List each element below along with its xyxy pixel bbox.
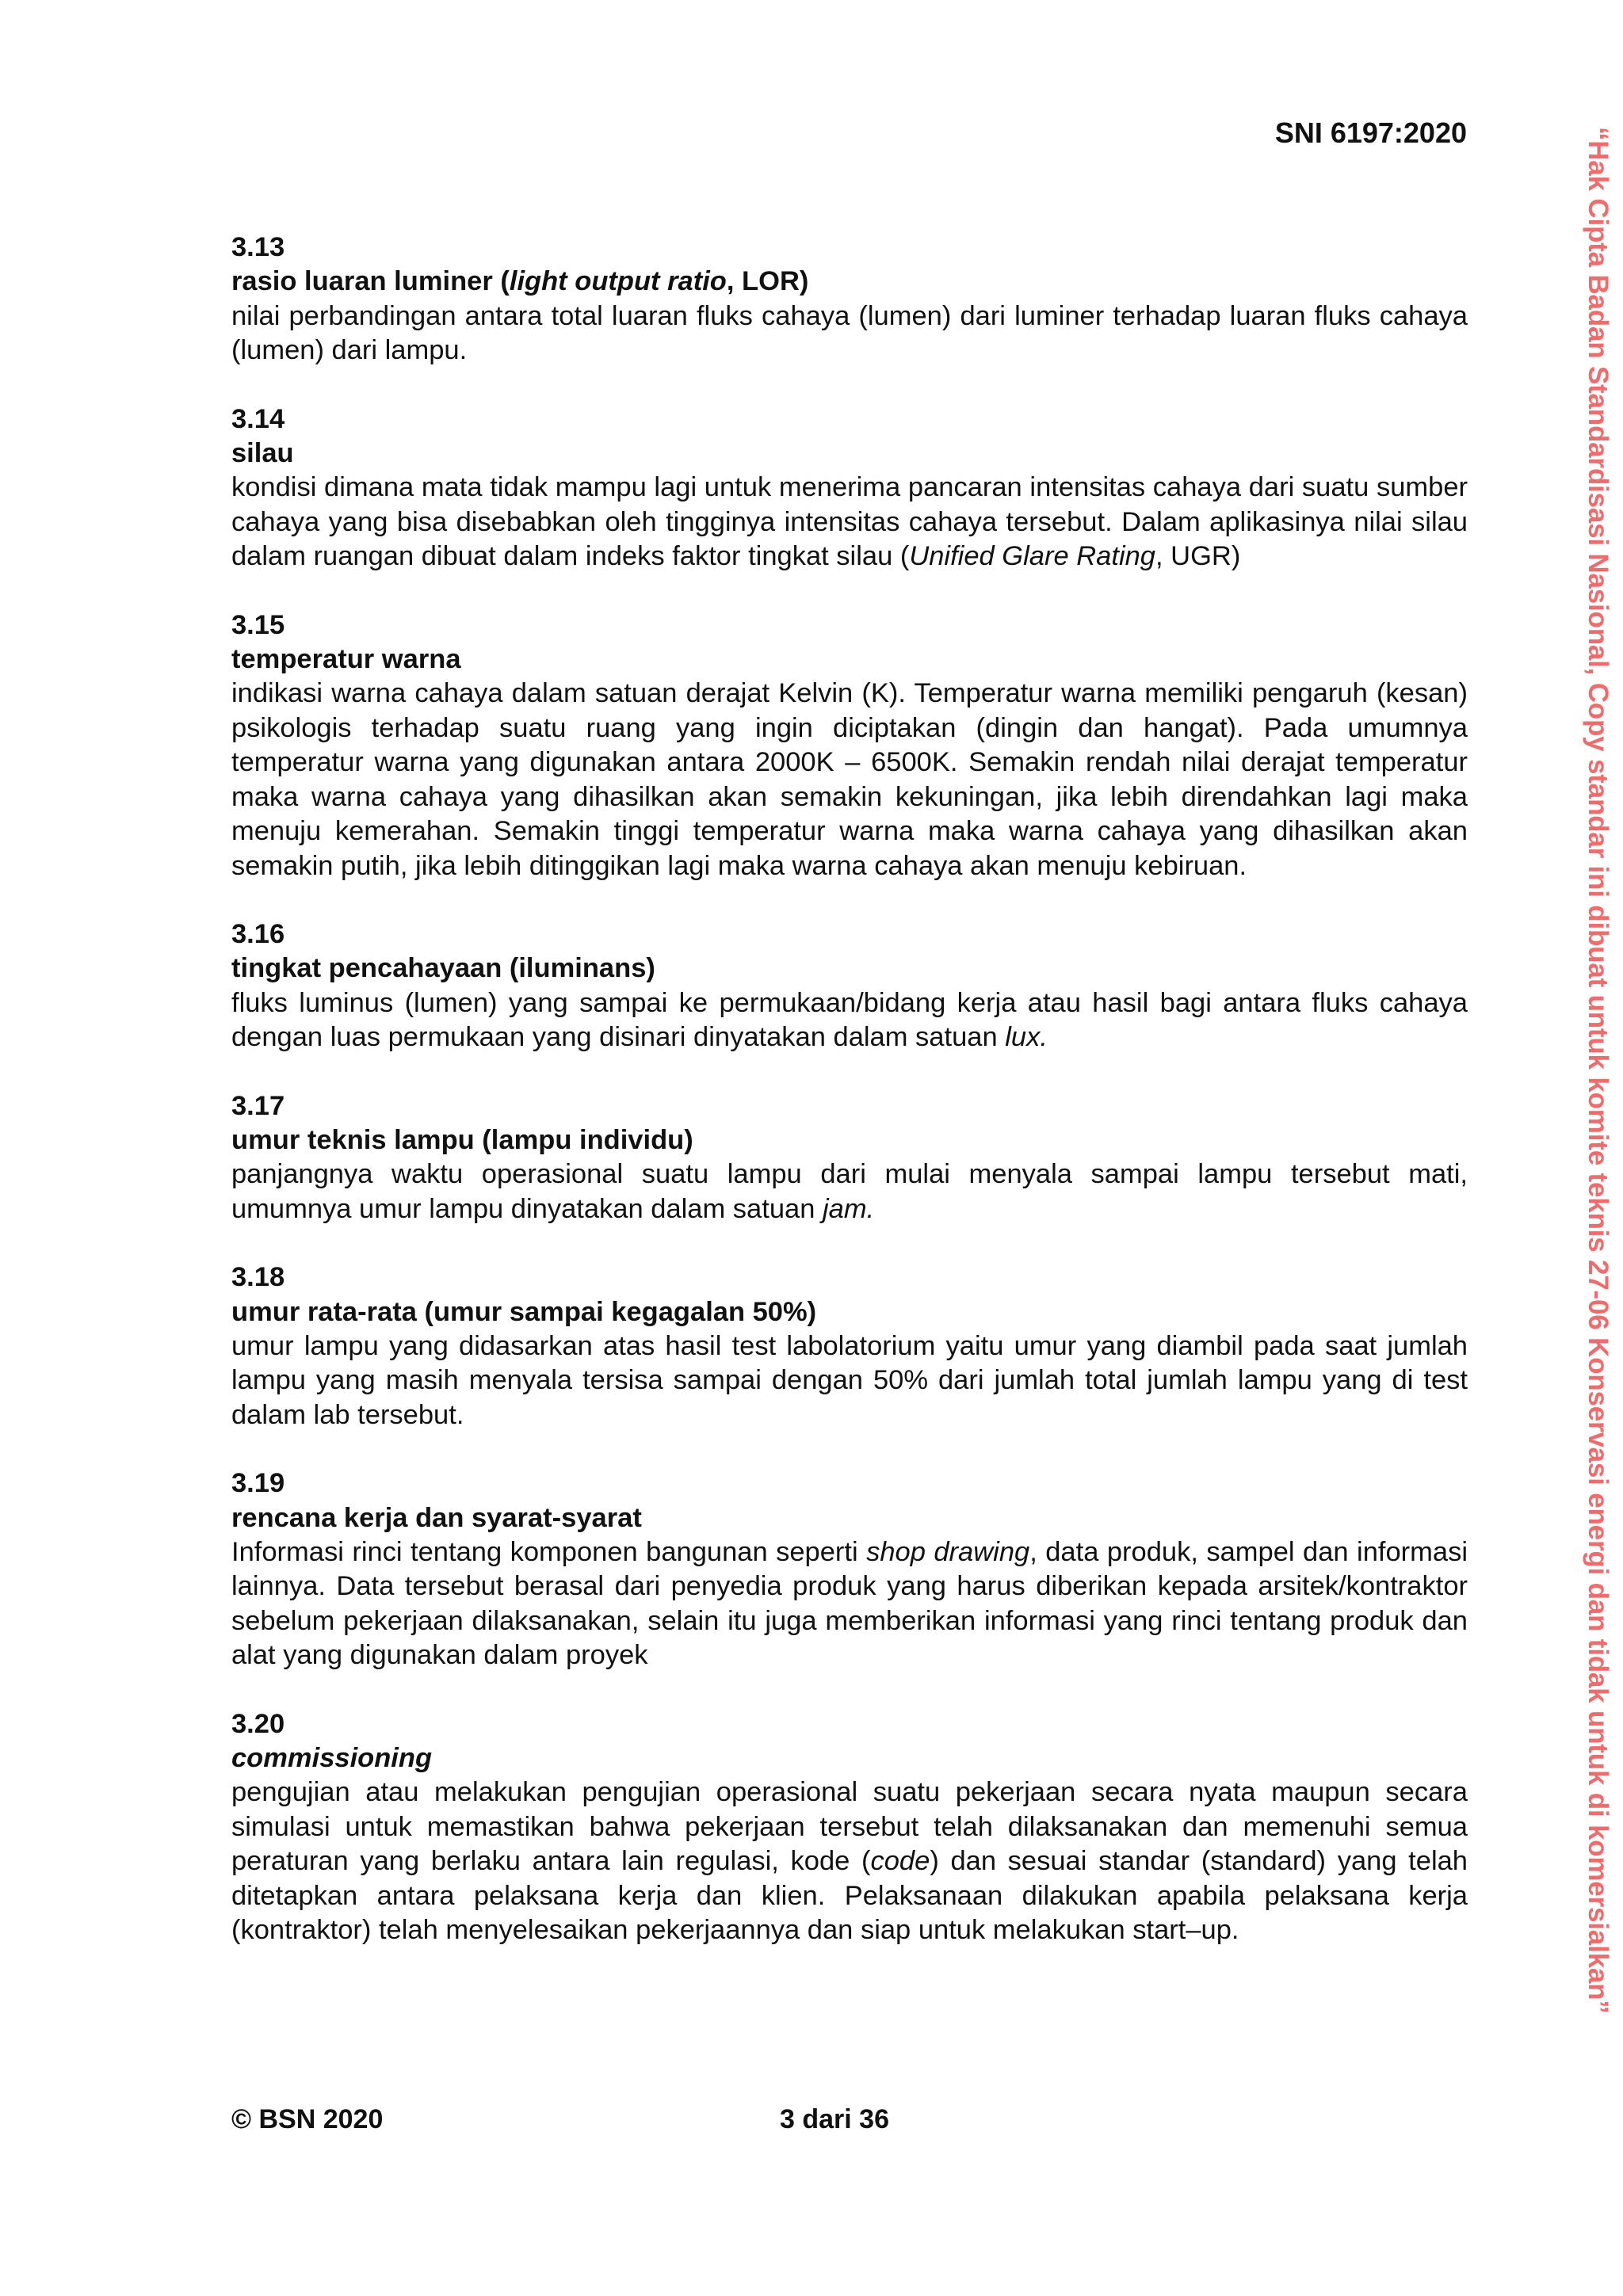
entry-term: rencana kerja dan syarat-syarat <box>231 1502 642 1533</box>
entry-3-18 <box>231 1261 1468 1432</box>
term-italic: commissioning <box>231 1743 433 1774</box>
definition-text: Informasi rinci tentang komponen bangunan seperti <box>231 1537 867 1567</box>
entry-definition <box>231 1158 1468 1226</box>
definition-text: fluks luminus (lumen) yang sampai ke permukaan/bidang kerja atau hasil bagi antara fluks cahaya dengan luas permukaan yang disinari dinyatakan dalam satuan <box>231 987 1468 1053</box>
entry-term: umur teknis lampu (lampu individu) <box>231 1124 693 1155</box>
entry-number: 3.18 <box>231 1262 285 1293</box>
entry-term: umur rata-rata (umur sampai kegagalan 50%) <box>231 1296 817 1327</box>
term-text: , LOR) <box>726 266 809 297</box>
definition-italic: lux. <box>1005 1022 1048 1053</box>
document-body <box>231 231 1468 1981</box>
entry-number: 3.17 <box>231 1090 285 1121</box>
entry-number: 3.16 <box>231 918 285 949</box>
definition-text: kondisi dimana mata tidak mampu lagi untuk menerima pancaran intensitas cahaya dari suatu sumber cahaya yang bisa disebabkan oleh tingginya intensitas cahaya tersebut. Dalam aplikasinya nilai silau dalam ruangan dibuat dalam indeks faktor tingkat silau ( <box>231 472 1468 572</box>
entry-3-15 <box>231 608 1468 883</box>
entry-3-19 <box>231 1466 1468 1672</box>
entry-number: 3.15 <box>231 609 285 640</box>
entry-number: 3.19 <box>231 1468 285 1499</box>
footer-page-number: 3 dari 36 <box>780 2104 889 2134</box>
entry-definition: umur lampu yang didasarkan atas hasil test labolatorium yaitu umur yang diambil pada saat jumlah lampu yang masih menyala tersisa sampai dengan 50% dari jumlah total jumlah lampu yang di test dalam lab tersebut. <box>231 1330 1468 1430</box>
definition-italic: Unified Glare Rating <box>909 541 1155 572</box>
term-italic: light output ratio <box>509 266 727 297</box>
term-text: rasio luaran luminer ( <box>231 266 510 297</box>
definition-text: , data produk, sampel dan informasi lainnya. Data tersebut berasal dari penyedia produk yang harus diberikan kepada arsitek/kontraktor sebelum pekerjaan dilaksanakan, selain itu juga memberikan informasi yang rinci tentang produk dan alat yang digunakan dalam proyek <box>231 1537 1468 1671</box>
entry-term <box>231 1741 1468 1775</box>
entry-term: temperatur warna <box>231 644 461 675</box>
entry-definition: nilai perbandingan antara total luaran fluks cahaya (lumen) dari luminer terhadap luaran fluks cahaya (lumen) dari lampu. <box>231 300 1468 366</box>
entry-number: 3.13 <box>231 232 285 262</box>
entry-definition <box>231 1775 1468 1947</box>
entry-3-16 <box>231 917 1468 1055</box>
entry-definition <box>231 986 1468 1055</box>
entry-term: tingkat pencahayaan (iluminans) <box>231 953 655 984</box>
entry-3-20 <box>231 1707 1468 1948</box>
definition-text: panjangnya waktu operasional suatu lampu dari mulai menyala sampai lampu tersebut mati, umumnya umur lampu dinyatakan dalam satuan <box>231 1159 1468 1224</box>
entry-3-14 <box>231 402 1468 574</box>
entry-3-13 <box>231 231 1468 368</box>
standard-code: SNI 6197:2020 <box>1274 116 1467 149</box>
entry-number: 3.14 <box>231 403 285 434</box>
definition-text: pengujian atau melakukan pengujian operasional suatu pekerjaan secara nyata maupun secara simulasi untuk memastikan bahwa pekerjaan tersebut telah dilaksanakan dan memenuhi semua peraturan yang berlaku antara lain regulasi, kode ( <box>231 1777 1468 1877</box>
entry-definition: indikasi warna cahaya dalam satuan derajat Kelvin (K). Temperatur warna memiliki pengaruh (kesan) psikologis terhadap suatu ruang yang ingin diciptakan (dingin dan hangat). Pada umumnya temperatur warna yang digunakan antara 2000K – 6500K. Semakin rendah nilai derajat temperatur maka warna cahaya yang dihasilkan akan semakin kekuningan, jika lebih direndahkan lagi maka menuju kemerahan. Semakin tinggi temperatur warna maka warna cahaya yang dihasilkan akan semakin putih, jika lebih ditinggikan lagi maka warna cahaya akan menuju kebiruan. <box>231 678 1468 881</box>
entry-definition <box>231 471 1468 574</box>
definition-italic: shop drawing <box>866 1537 1030 1567</box>
definition-text: , UGR) <box>1155 541 1241 572</box>
definition-italic: code <box>870 1846 930 1877</box>
entry-term <box>231 265 1468 299</box>
copyright-watermark: “Hak Cipta Badan Standardisasi Nasional, Copy standar ini dibuat untuk komite teknis 27-06 Konservasi energi dan tidak untuk di komersialkan” <box>1583 127 1613 2014</box>
entry-definition <box>231 1535 1468 1673</box>
footer-copyright: © BSN 2020 <box>231 2104 384 2134</box>
entry-number: 3.20 <box>231 1708 285 1739</box>
definition-text: ) dan sesuai standar (standard) yang telah ditetapkan antara pelaksana kerja dan klien. Pelaksanaan dilakukan apabila pelaksana kerja (kontraktor) telah menyelesaikan pekerjaannya dan siap untuk melakukan start–up. <box>231 1846 1468 1946</box>
entry-term: silau <box>231 438 294 469</box>
entry-3-17 <box>231 1089 1468 1227</box>
definition-italic: jam. <box>822 1193 875 1224</box>
